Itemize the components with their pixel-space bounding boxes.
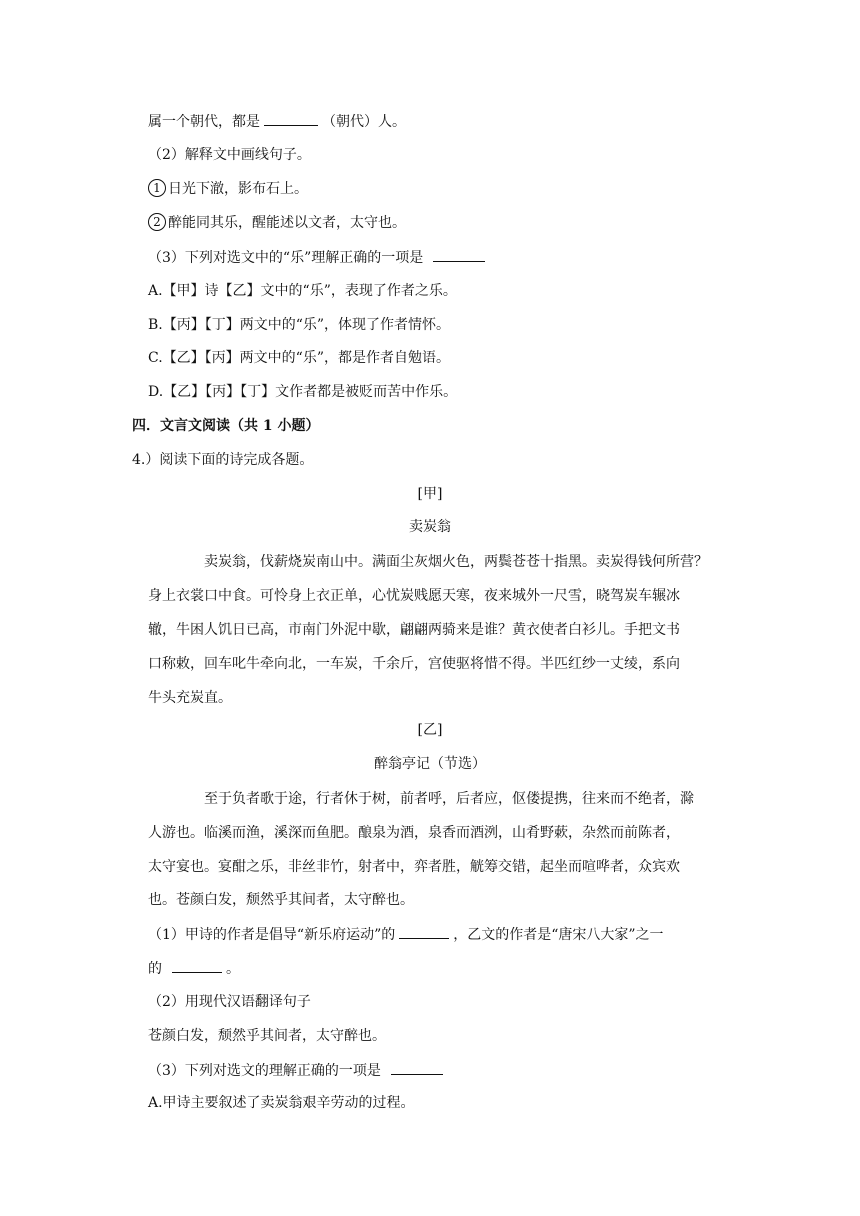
q4-sub1-line1 [148,924,664,945]
q3-option-c: C.【乙】【丙】两文中的“乐”，都是作者自勉语。 [148,350,450,366]
q4-sub2: （2）用现代汉语翻译句子 [148,994,311,1010]
q3-sub2-item2 [148,213,406,233]
answer-blank-q4-sub3[interactable] [391,1060,443,1075]
section-heading: 四．文言文阅读（共 1 小题） [132,418,320,434]
q3-sub3-text: （3）下列对选文中的“乐”理解正确的一项是 [148,250,424,266]
answer-blank-author-yi[interactable] [172,958,222,973]
answer-blank-dynasty[interactable] [264,111,318,126]
q3-sub2: （2）解释文中画线句子。 [148,147,311,163]
q3-line-dynasty-pre: 属一个朝代，都是 [148,114,260,130]
q4-sub3-text: （3）下列对选文的理解正确的一项是 [148,1063,381,1079]
q4-sub1-mid: ，乙文的作者是“唐宋八大家”之一 [453,927,664,943]
poem-title: 卖炭翁 [409,519,451,535]
poem-label-jia: [甲] [417,486,443,502]
q3-sub2-item1-text: 日光下澈，影布石上。 [168,181,308,197]
prose-label-yi: [乙] [417,722,443,738]
q3-option-b: B.【丙】【丁】两文中的“乐”，体现了作者情怀。 [148,317,451,333]
q4-sub1-l2-post: 。 [226,961,240,977]
circled-number-1: 1 [148,179,166,197]
prose-line: 人游也。临溪而渔，溪深而鱼肥。酿泉为酒，泉香而酒洌，山肴野蔌，杂然而前陈者， [148,825,680,841]
circled-number-2: 2 [148,213,166,231]
poem-line: 身上衣裳口中食。可怜身上衣正单，心忧炭贱愿天寒，夜来城外一尺雪，晓驾炭车辗冰 [148,588,680,604]
poem-line: 牛头充炭直。 [148,690,232,706]
q4-sub2-sentence: 苍颜白发，颓然乎其间者，太守醉也。 [148,1028,386,1044]
q3-sub2-item1 [148,179,308,199]
prose-title: 醉翁亭记（节选） [374,756,486,772]
q4-sub1-line2 [148,958,240,979]
q3-option-d: D.【乙】【丙】【丁】文作者都是被贬而苦中作乐。 [148,384,458,400]
poem-line: 口称敕，回车叱牛牵向北，一车炭，千余斤，宫使驱将惜不得。半匹红纱一丈绫，系向 [148,656,680,672]
q4-sub1-l2-pre: 的 [148,961,162,977]
q3-line-dynasty [148,111,406,132]
prose-line: 至于负者歌于途，行者休于树，前者呼，后者应，伛偻提携，往来而不绝者，滁 [204,791,694,807]
q4-sub1-pre: （1）甲诗的作者是倡导“新乐府运动”的 [148,927,396,943]
q3-option-a: A.【甲】诗【乙】文中的“乐”，表现了作者之乐。 [148,283,457,299]
answer-blank-sub3[interactable] [433,247,485,262]
answer-blank-author-jia[interactable] [399,924,449,939]
prose-line: 太守宴也。宴酣之乐，非丝非竹，射者中，弈者胜，觥筹交错，起坐而喧哗者，众宾欢 [148,859,680,875]
q3-sub2-item2-text: 醉能同其乐，醒能述以文者，太守也。 [168,215,406,231]
poem-line: 卖炭翁，伐薪烧炭南山中。满面尘灰烟火色，两鬓苍苍十指黑。卖炭得钱何所营？ [204,554,708,570]
q4-intro: 4.）阅读下面的诗完成各题。 [132,452,314,468]
q4-sub3 [148,1060,447,1081]
poem-line: 辙，牛困人饥日已高，市南门外泥中歇，翩翩两骑来是谁？黄衣使者白衫儿。手把文书 [148,622,680,638]
q4-option-a: A.甲诗主要叙述了卖炭翁艰辛劳动的过程。 [148,1095,415,1111]
prose-line: 也。苍颜白发，颓然乎其间者，太守醉也。 [148,892,414,908]
q3-sub3 [148,247,489,268]
q3-line-dynasty-post: （朝代）人。 [322,114,406,130]
